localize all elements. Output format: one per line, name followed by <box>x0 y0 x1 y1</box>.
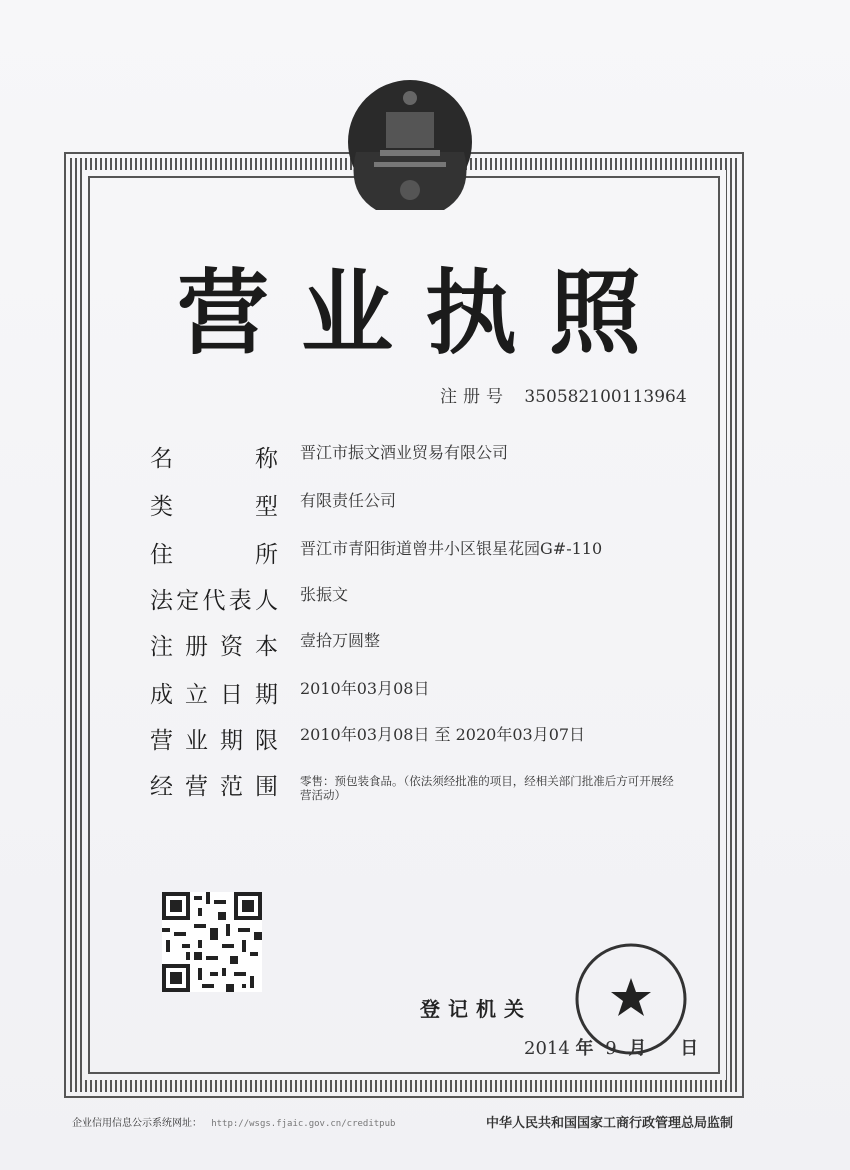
registration-authority-label: 登记机关 <box>420 997 532 1021</box>
field-value: 零售：预包装食品。（依法须经批准的项目，经相关部门批准后方可开展经营活动） <box>300 774 674 802</box>
field-label: 法定代表人 <box>150 588 278 614</box>
issue-month: 9 <box>605 1038 617 1059</box>
field-label: 住所 <box>150 542 278 568</box>
footer-url: http://wsgs.fjaic.gov.cn/creditpub <box>211 1119 396 1129</box>
document-title: 营业执照 <box>176 260 673 367</box>
issue-date <box>524 1034 698 1060</box>
field-label: 成立日期 <box>150 682 278 708</box>
registration-label: 注册号 <box>440 387 509 407</box>
field-label: 注册资本 <box>150 634 278 660</box>
field-label: 类型 <box>150 494 278 520</box>
field-value: 有限责任公司 <box>300 491 397 510</box>
field-value: 晋江市青阳街道曾井小区银星花园G#-110 <box>300 539 603 558</box>
footer-supervisor: 中华人民共和国国家工商行政管理总局监制 <box>486 1116 734 1131</box>
issue-year: 2014 <box>524 1038 570 1059</box>
qr-code-icon <box>162 892 262 992</box>
field-label: 营业期限 <box>150 728 278 754</box>
field-value: 壹拾万圆整 <box>300 631 381 650</box>
footer-credit-system <box>72 1114 395 1129</box>
registration-number <box>440 382 687 407</box>
footer-left-label: 企业信用信息公示系统网址： <box>72 1118 202 1129</box>
day-suffix: 日 <box>680 1038 699 1059</box>
field-label: 名称 <box>150 446 278 472</box>
field-value: 2010年03月08日 <box>300 679 430 698</box>
registration-value: 350582100113964 <box>524 387 687 407</box>
field-label: 经营范围 <box>150 774 278 800</box>
year-suffix: 年 <box>575 1038 594 1059</box>
month-suffix: 月 <box>628 1038 647 1059</box>
field-value: 2010年03月08日 至 2020年03月07日 <box>300 725 586 744</box>
field-value: 张振文 <box>300 585 349 604</box>
field-value: 晋江市振文酒业贸易有限公司 <box>300 443 509 462</box>
national-emblem-icon <box>336 72 484 218</box>
